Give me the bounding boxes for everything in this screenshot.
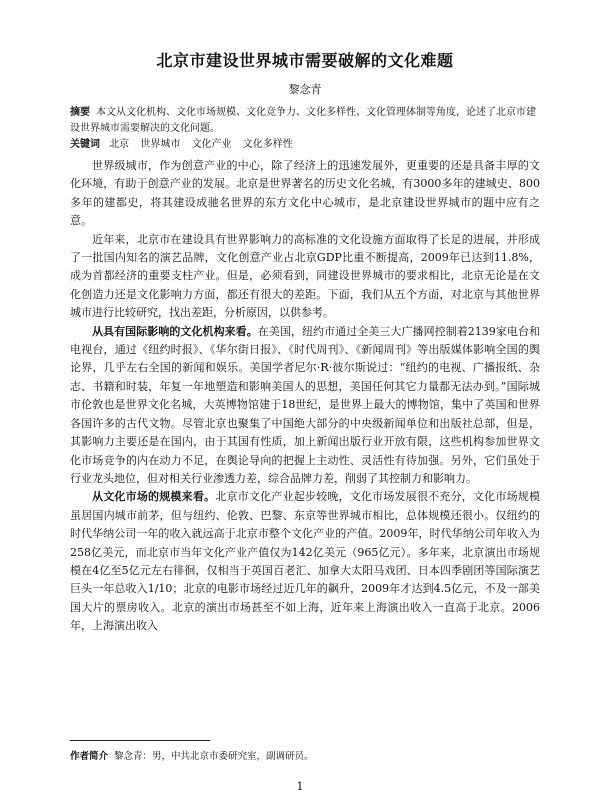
paragraph-text: 近年来，北京市在建设具有世界影响力的高标准的文化设施方面取得了长足的进展，并形成了一批国内知名的演艺品牌，文化创意产业占北京GDP比重不断提高，2009年已达到11.8%，成为首都经济的重要支柱产业。但是，必须看到，同建设世界城市的要求相比，北京无论是在文化创造力还是文化影响力方面，都还有很大的差距。下面，我们从五个方面，对北京与其他世界城市进行比较研究，找出差距，分析原因，以供参考。 — [70, 232, 540, 320]
footnote-divider — [70, 740, 210, 741]
body-paragraph — [70, 157, 540, 231]
author-footnote — [70, 748, 540, 762]
paragraph-text: 世界级城市，作为创意产业的中心，除了经济上的迅速发展外，更重要的还是具备丰厚的文化环境，有助于创意产业的发展。北京是世界著名的历史文化名城，有3000多年的建城史、800多年的建都史，将其建设成驰名世界的东方文化中心城市，是北京建设世界城市的题中应有之意。 — [70, 159, 540, 228]
abstract — [70, 105, 540, 137]
keyword: 北京 — [109, 139, 130, 150]
paragraph-lead: 从文化市场的规模来看。 — [92, 490, 216, 504]
abstract-label: 摘要 — [70, 107, 90, 118]
paragraph-text: 在美国，纽约市通过全美三大广播网控制着2139家电台和电视台，通过《纽约时报》、《华尔街日报》、《时代周刊》、《新闻周刊》等出版媒体影响全国的舆论界，几乎左右全国的新闻和娱乐。美国学者尼尔·R·彼尔斯说过：“纽约的电视、广播报纸、杂志、书籍和时装，年复一年地塑造和影响美国人的思想，美国任何其它力量都无法办到。”国际城市伦敦也是世界文化名城，大英博物馆建于18世纪，是世界上最大的博物馆，集中了英国和世界各国许多的古代文物。尽管北京也聚集了中国绝大部分的中央级新闻单位和出版社总部，但是，其影响力主要还是在国内，由于其国有性质，加上新闻出版行业开放有限，这些机构参加世界文化市场竞争的内在动力不足，在舆论导向的把握上主动性、灵活性有待加强。另外，它们虽处于行业龙头地位，但对相关行业渗透力差，综合品牌力差，削弱了其控制力和影响力。 — [70, 324, 540, 485]
page-number: 1 — [296, 780, 304, 793]
paper-title: 北京市建设世界城市需要破解的文化难题 — [156, 51, 454, 70]
footnote-text: 黎念青：男，中共北京市委研究室，副调研员。 — [114, 751, 314, 762]
paragraph-text: 北京市文化产业起步较晚，文化市场发展很不充分，文化市场规模虽居国内城市前茅，但与纽约、伦敦、巴黎、东京等世界城市相比，总体规模还很小。仅纽约的时代华纳公司一年的收入就远高于北京市整个文化产业的产值。2009年，时代华纳公司年收入为258亿美元，而北京市当年文化产业产值仅为142亿美元（965亿元）。多年来，北京演出市场规模在4亿至5亿元左右徘徊，仅相当于英国百老汇、加拿大太阳马戏团、日本四季剧团等国际演艺巨头一年总收入1/10；北京的电影市场经过近几年的飙升，2009年才达到4.5亿元，不及一部美国大片的票房收入。北京的演出市场甚至不如上海，近年来上海演出收入一直高于北京。2006年，上海演出收入 — [70, 490, 541, 633]
keywords — [70, 137, 540, 153]
keyword: 文化多样性 — [242, 139, 293, 150]
body-paragraph — [70, 488, 540, 635]
author-name: 黎念青 — [288, 83, 322, 96]
paragraph-lead: 从具有国际影响的文化机构来看。 — [92, 324, 258, 338]
keyword: 世界城市 — [140, 139, 181, 150]
keyword: 文化产业 — [191, 139, 232, 150]
body-paragraph — [70, 323, 540, 489]
abstract-text: 本文从文化机构、文化市场规模、文化竞争力、文化多样性、文化管理体制等角度，论述了北京市建设世界城市需要解决的文化问题。 — [70, 107, 536, 134]
body-paragraph — [70, 231, 540, 323]
keywords-label: 关键词 — [70, 139, 100, 150]
footnote-label: 作者简介 — [70, 751, 109, 762]
paper-page — [70, 40, 540, 636]
